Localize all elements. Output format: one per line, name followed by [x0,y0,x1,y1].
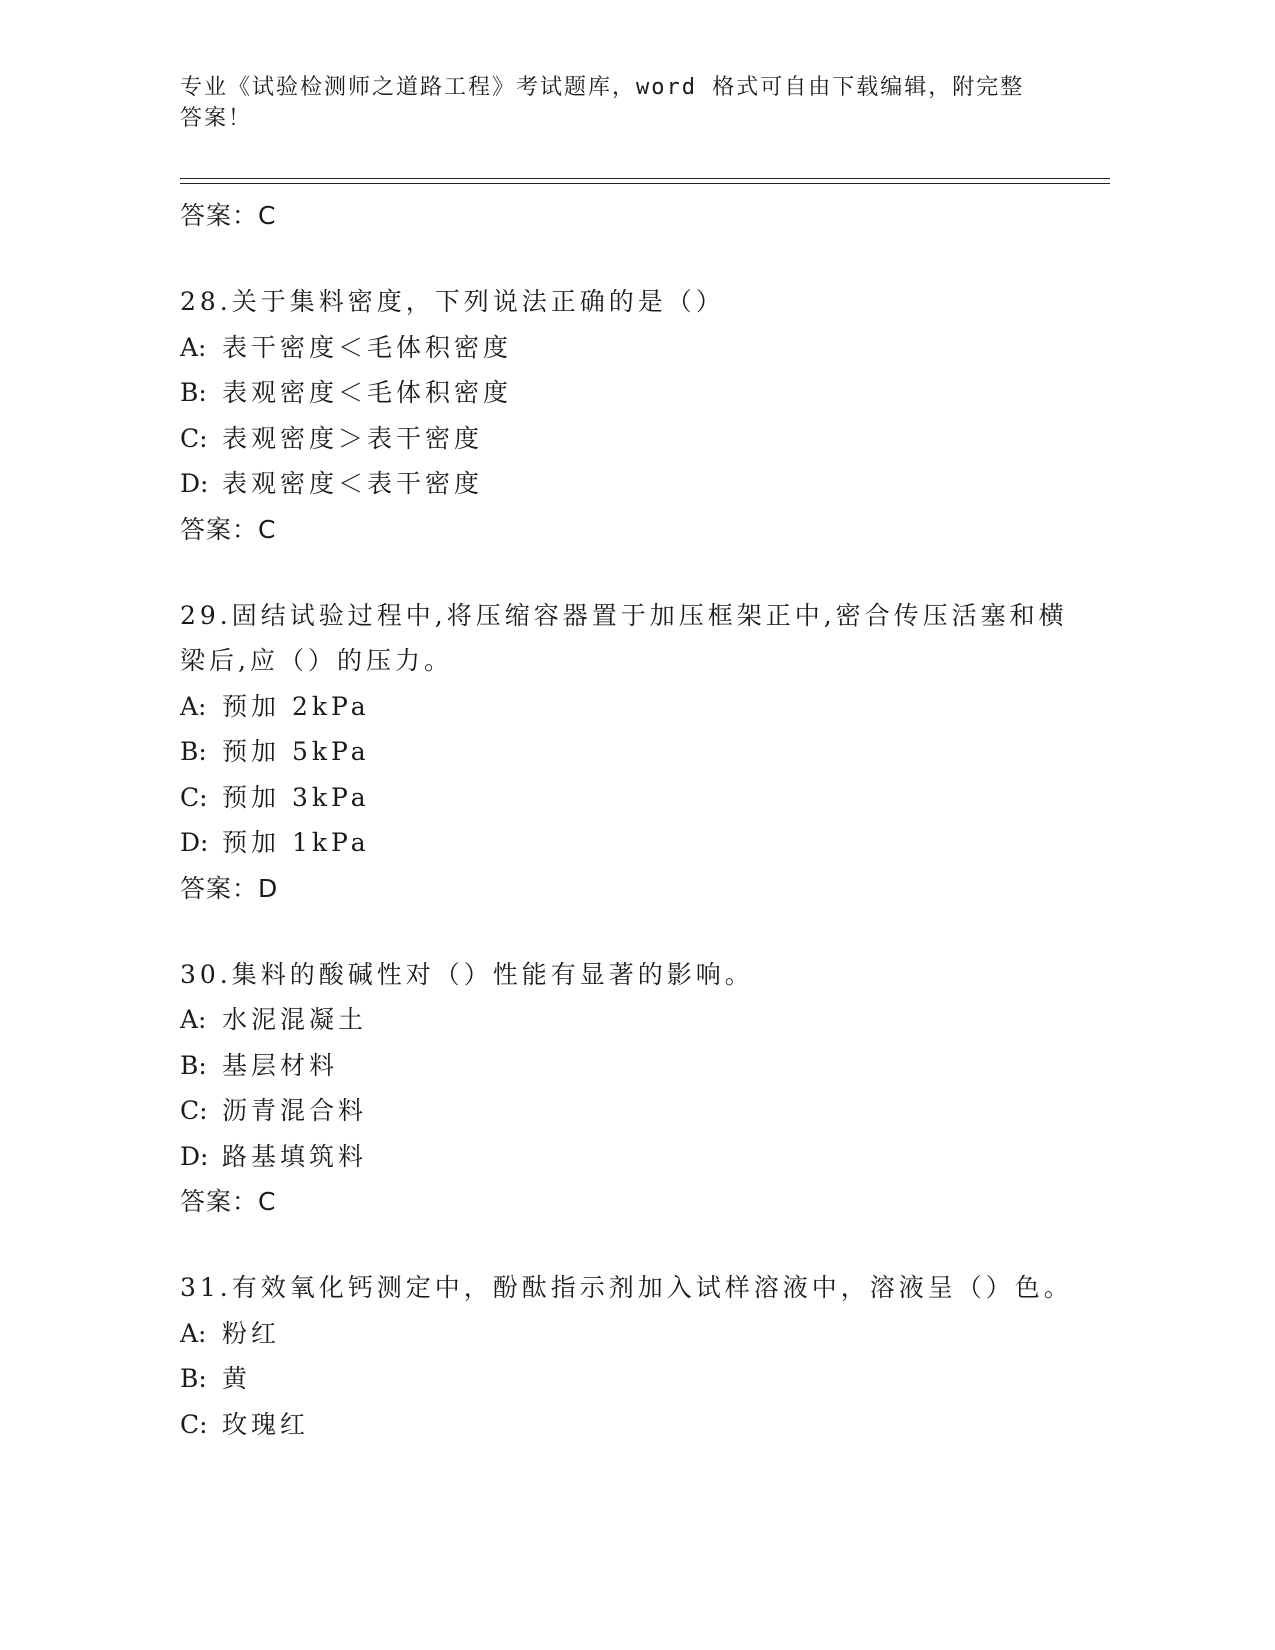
option-text: 路基填筑料 [222,1141,368,1171]
question-text: 31.有效氧化钙测定中，酚酞指示剂加入试样溶液中，溶液呈（）色。 [180,1273,1073,1302]
option-text: 玫瑰红 [222,1409,310,1439]
answer-line: 答案：C [180,514,277,544]
option-text: 基层材料 [222,1050,339,1080]
question-text: 28.关于集料密度，下列说法正确的是（） [180,287,725,316]
option-label: D: [180,828,209,857]
option-label: A: [180,332,207,362]
option-c [180,775,1080,821]
option-c [180,416,1080,462]
option-label: C: [180,1096,208,1125]
option-text: 沥青混合料 [222,1096,368,1125]
option-label: C: [180,1409,208,1439]
option-label: A: [180,1318,207,1348]
spacer [180,239,1080,279]
option-d [180,461,1080,507]
document-header: 专业《试验检测师之道路工程》考试题库，word 格式可自由下载编辑，附完整答案！ [180,75,1025,131]
option-label: D: [180,1141,209,1171]
option-label: B: [180,737,207,766]
option-label: B: [180,378,207,407]
option-label: B: [180,1050,207,1080]
spacer [180,1225,1080,1265]
question-block [180,593,1080,912]
header-divider-bottom [180,183,1110,184]
option-b [180,729,1080,775]
answer-line: 答案：D [180,873,279,903]
question-block [180,952,1080,1226]
option-a [180,1311,1080,1357]
option-a [180,325,1080,371]
option-text: 预加 1kPa [222,828,370,857]
option-label: C: [180,423,208,453]
option-label: A: [180,691,207,721]
question-text: 30.集料的酸碱性对（）性能有显著的影响。 [180,959,754,989]
option-text: 表观密度＞表干密度 [222,423,484,453]
option-text: 表观密度＜表干密度 [222,469,484,498]
option-text: 预加 2kPa [222,691,370,721]
option-text: 表干密度＜毛体积密度 [222,332,513,362]
option-text: 预加 5kPa [222,737,370,766]
option-text: 黄 [222,1364,252,1393]
spacer [180,553,1080,593]
option-c [180,1088,1080,1134]
option-text: 表观密度＜毛体积密度 [222,378,513,407]
option-a [180,684,1080,730]
option-c [180,1402,1080,1448]
option-label: A: [180,1005,207,1034]
option-text: 粉红 [222,1318,281,1348]
option-d [180,1134,1080,1180]
question-block [180,1265,1080,1447]
option-a [180,997,1080,1043]
question-block [180,279,1080,553]
question-list [180,193,1080,1447]
option-label: B: [180,1364,207,1393]
header-divider-top [180,178,1110,179]
option-b [180,370,1080,416]
spacer [180,912,1080,952]
option-b [180,1043,1080,1089]
option-label: C: [180,782,208,812]
option-text: 预加 3kPa [222,782,370,812]
option-text: 水泥混凝土 [222,1005,368,1034]
answer-line: 答案：C [180,201,277,230]
answer-line: 答案：C [180,1187,277,1216]
question-text: 29.固结试验过程中,将压缩容器置于加压框架正中,密合传压活塞和横梁后,应（）的压力。 [180,600,1068,675]
option-d [180,820,1080,866]
option-label: D: [180,469,209,498]
option-b [180,1356,1080,1402]
